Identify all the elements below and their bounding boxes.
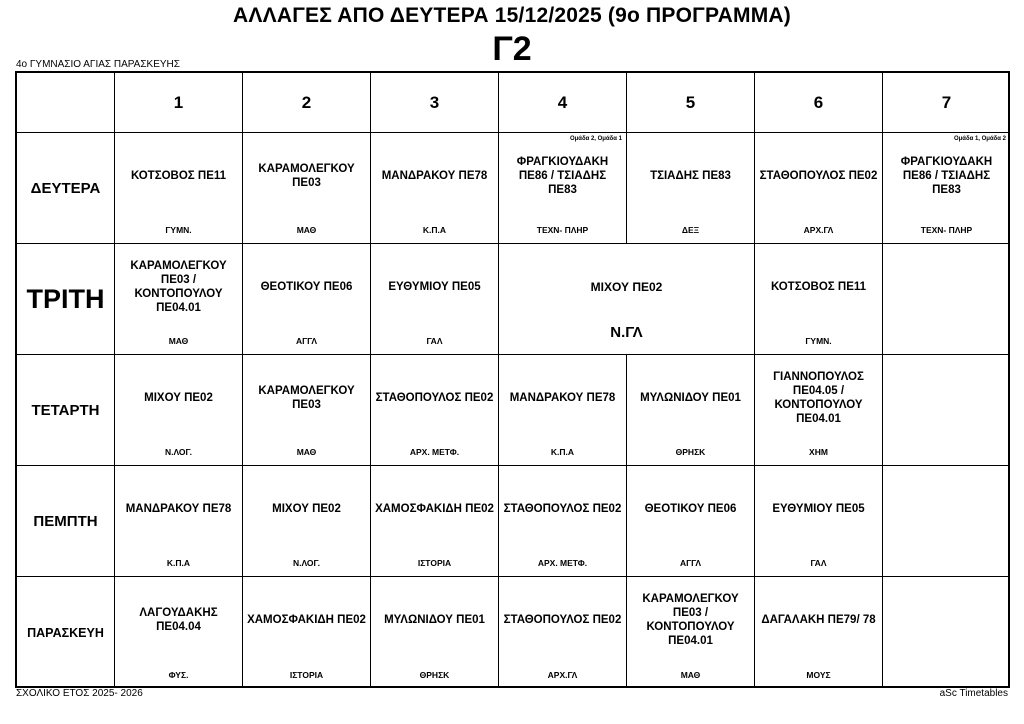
lesson-cell-double bbox=[499, 244, 755, 355]
lesson-cell bbox=[627, 577, 755, 688]
teacher-name: ΚΑΡΑΜΟΛΕΓΚΟΥ ΠΕ03 bbox=[258, 163, 355, 189]
lesson-cell bbox=[499, 577, 627, 688]
teacher-name: ΣΤΑΘΟΠΟΥΛΟΣ ΠΕ02 bbox=[503, 503, 622, 515]
teacher-name: ΓΙΑΝΝΟΠΟΥΛΟΣ ΠΕ04.05 / ΚΟΝΤΟΠΟΥΛΟΥ ΠΕ04.01 bbox=[773, 371, 864, 425]
period-header: 6 bbox=[755, 73, 883, 133]
subject-name: ΜΑΘ bbox=[680, 670, 701, 680]
day-label: ΠΑΡΑΣΚΕΥΗ bbox=[17, 577, 115, 688]
teacher-name: ΕΥΘΥΜΙΟΥ ΠΕ05 bbox=[388, 281, 481, 293]
subject-name: ΑΡΧ.ΓΛ bbox=[803, 225, 834, 235]
lesson-cell bbox=[627, 355, 755, 466]
lesson-cell bbox=[115, 466, 243, 577]
teacher-name: ΣΤΑΘΟΠΟΥΛΟΣ ΠΕ02 bbox=[503, 614, 622, 626]
lesson-cell-empty bbox=[883, 577, 1010, 688]
period-header: 1 bbox=[115, 73, 243, 133]
subject-name: ΑΡΧ. ΜΕΤΦ. bbox=[537, 558, 588, 568]
period-header: 7 bbox=[883, 73, 1010, 133]
lesson-cell bbox=[499, 355, 627, 466]
lesson-cell bbox=[755, 244, 883, 355]
teacher-name: ΤΣΙΑΔΗΣ ΠΕ83 bbox=[650, 170, 731, 182]
period-header: 4 bbox=[499, 73, 627, 133]
lesson-cell-empty bbox=[883, 355, 1010, 466]
teacher-name bbox=[887, 355, 1006, 441]
subject-name: ΔΕΞ bbox=[681, 225, 700, 235]
subject-name: ΙΣΤΟΡΙΑ bbox=[289, 670, 324, 680]
teacher-name: ΚΟΤΣΟΒΟΣ ΠΕ11 bbox=[770, 281, 867, 293]
teacher-name: ΘΕΟΤΙΚΟΥ ΠΕ06 bbox=[644, 503, 737, 515]
lesson-cell bbox=[371, 466, 499, 577]
lesson-cell bbox=[755, 133, 883, 244]
lesson-cell bbox=[243, 577, 371, 688]
subject-name: Ν.ΓΛ bbox=[610, 324, 643, 341]
school-name: 4ο ΓΥΜΝΑΣΙΟ ΑΓΙΑΣ ΠΑΡΑΣΚΕΥΗΣ bbox=[16, 59, 180, 70]
lesson-cell bbox=[371, 133, 499, 244]
lesson-cell bbox=[499, 466, 627, 577]
day-label: ΤΡΙΤΗ bbox=[17, 244, 115, 355]
period-header: 3 bbox=[371, 73, 499, 133]
group-label: Ομάδα 1, Ομάδα 2 bbox=[953, 136, 1006, 142]
teacher-name: ΜΑΝΔΡΑΚΟΥ ΠΕ78 bbox=[381, 170, 488, 182]
subject-name: ΘΡΗΣΚ bbox=[419, 670, 450, 680]
teacher-name: ΛΑΓΟΥΔΑΚΗΣ ΠΕ04.04 bbox=[139, 607, 218, 633]
lesson-cell bbox=[755, 577, 883, 688]
subject-name: ΦΥΣ. bbox=[168, 670, 189, 680]
subject-name: Ν.ΛΟΓ. bbox=[164, 447, 193, 457]
subject-name: ΜΑΘ bbox=[296, 225, 317, 235]
period-header: 5 bbox=[627, 73, 755, 133]
subject-name: ΜΑΘ bbox=[296, 447, 317, 457]
subject-name: ΜΟΥΣ bbox=[806, 670, 831, 680]
teacher-name: ΚΑΡΑΜΟΛΕΓΚΟΥ ΠΕ03 / ΚΟΝΤΟΠΟΥΛΟΥ ΠΕ04.01 bbox=[130, 260, 227, 314]
timetable-grid bbox=[15, 71, 1010, 688]
lesson-cell bbox=[371, 355, 499, 466]
teacher-name: ΜΙΧΟΥ ΠΕ02 bbox=[590, 280, 663, 294]
teacher-name: ΚΟΤΣΟΒΟΣ ΠΕ11 bbox=[130, 170, 227, 182]
lesson-cell bbox=[627, 466, 755, 577]
lesson-cell-empty bbox=[883, 244, 1010, 355]
lesson-cell bbox=[371, 244, 499, 355]
subject-name: ΜΑΘ bbox=[168, 336, 189, 346]
teacher-name: ΕΥΘΥΜΙΟΥ ΠΕ05 bbox=[772, 503, 865, 515]
teacher-name: ΦΡΑΓΚΙΟΥΔΑΚΗ ΠΕ86 / ΤΣΙΑΔΗΣ ΠΕ83 bbox=[516, 156, 609, 196]
corner-cell bbox=[17, 73, 115, 133]
lesson-cell bbox=[115, 133, 243, 244]
lesson-cell bbox=[499, 133, 627, 244]
teacher-name: ΧΑΜΟΣΦΑΚΙΔΗ ΠΕ02 bbox=[375, 503, 494, 515]
subject-name: ΓΥΜΝ. bbox=[165, 225, 192, 235]
teacher-name: ΜΑΝΔΡΑΚΟΥ ΠΕ78 bbox=[509, 392, 616, 404]
teacher-name: ΣΤΑΘΟΠΟΥΛΟΣ ΠΕ02 bbox=[375, 392, 494, 404]
teacher-name: ΦΡΑΓΚΙΟΥΔΑΚΗ ΠΕ86 / ΤΣΙΑΔΗΣ ΠΕ83 bbox=[900, 156, 993, 196]
lesson-cell bbox=[755, 355, 883, 466]
subject-name: ΑΡΧ. ΜΕΤΦ. bbox=[409, 447, 460, 457]
group-label: Ομάδα 2, Ομάδα 1 bbox=[569, 136, 622, 142]
teacher-name: ΜΑΝΔΡΑΚΟΥ ΠΕ78 bbox=[125, 503, 232, 515]
lesson-cell bbox=[115, 577, 243, 688]
subject-name: ΓΑΛ bbox=[426, 336, 443, 346]
page-title: ΑΛΛΑΓΕΣ ΑΠΟ ΔΕΥΤΕΡΑ 15/12/2025 (9ο ΠΡΟΓΡΑΜΜΑ) bbox=[233, 4, 791, 27]
lesson-cell bbox=[755, 466, 883, 577]
subject-name: Κ.Π.Α bbox=[422, 225, 447, 235]
subject-name: ΑΡΧ.ΓΛ bbox=[547, 670, 578, 680]
lesson-cell bbox=[115, 244, 243, 355]
teacher-name: ΜΥΛΩΝΙΔΟΥ ΠΕ01 bbox=[384, 614, 485, 626]
teacher-name: ΜΙΧΟΥ ΠΕ02 bbox=[144, 392, 213, 404]
teacher-name: ΚΑΡΑΜΟΛΕΓΚΟΥ ΠΕ03 / ΚΟΝΤΟΠΟΥΛΟΥ ΠΕ04.01 bbox=[642, 593, 739, 647]
software-credit: aSc Timetables bbox=[939, 688, 1008, 699]
teacher-name: ΣΤΑΘΟΠΟΥΛΟΣ ΠΕ02 bbox=[759, 170, 878, 182]
class-name: Γ2 bbox=[492, 30, 532, 68]
subject-name: Κ.Π.Α bbox=[550, 447, 575, 457]
lesson-cell bbox=[883, 133, 1010, 244]
teacher-name: ΚΑΡΑΜΟΛΕΓΚΟΥ ΠΕ03 bbox=[258, 385, 355, 411]
lesson-cell bbox=[243, 355, 371, 466]
teacher-name: ΘΕΟΤΙΚΟΥ ΠΕ06 bbox=[260, 281, 353, 293]
subject-name: Κ.Π.Α bbox=[166, 558, 191, 568]
teacher-name: ΜΥΛΩΝΙΔΟΥ ΠΕ01 bbox=[640, 392, 741, 404]
subject-name: ΑΓΓΛ bbox=[679, 558, 702, 568]
lesson-cell-empty bbox=[883, 466, 1010, 577]
teacher-name bbox=[887, 466, 1006, 552]
lesson-cell bbox=[243, 466, 371, 577]
subject-name: ΙΣΤΟΡΙΑ bbox=[417, 558, 452, 568]
subject-name: ΧΗΜ bbox=[809, 447, 828, 457]
teacher-name: ΜΙΧΟΥ ΠΕ02 bbox=[272, 503, 341, 515]
subject-name: Ν.ΛΟΓ. bbox=[292, 558, 321, 568]
lesson-cell bbox=[115, 355, 243, 466]
lesson-cell bbox=[371, 577, 499, 688]
teacher-name bbox=[887, 244, 1006, 330]
subject-name: ΘΡΗΣΚ bbox=[675, 447, 706, 457]
subject-name: ΓΥΜΝ. bbox=[805, 336, 832, 346]
lesson-cell bbox=[243, 244, 371, 355]
day-label: ΠΕΜΠΤΗ bbox=[17, 466, 115, 577]
teacher-name: ΔΑΓΑΛΑΚΗ ΠΕ79/ 78 bbox=[761, 614, 876, 626]
subject-name: ΑΓΓΛ bbox=[295, 336, 318, 346]
teacher-name: ΧΑΜΟΣΦΑΚΙΔΗ ΠΕ02 bbox=[247, 614, 366, 626]
lesson-cell bbox=[243, 133, 371, 244]
lesson-cell bbox=[627, 133, 755, 244]
school-year: ΣΧΟΛΙΚΟ ΕΤΟΣ 2025- 2026 bbox=[16, 688, 143, 699]
teacher-name bbox=[887, 577, 1006, 663]
subject-name: ΤΕΧΝ- ΠΛΗΡ bbox=[536, 225, 589, 235]
day-label: ΔΕΥΤΕΡΑ bbox=[17, 133, 115, 244]
subject-name: ΤΕΧΝ- ΠΛΗΡ bbox=[920, 225, 973, 235]
period-header: 2 bbox=[243, 73, 371, 133]
day-label: ΤΕΤΑΡΤΗ bbox=[17, 355, 115, 466]
subject-name: ΓΑΛ bbox=[810, 558, 827, 568]
